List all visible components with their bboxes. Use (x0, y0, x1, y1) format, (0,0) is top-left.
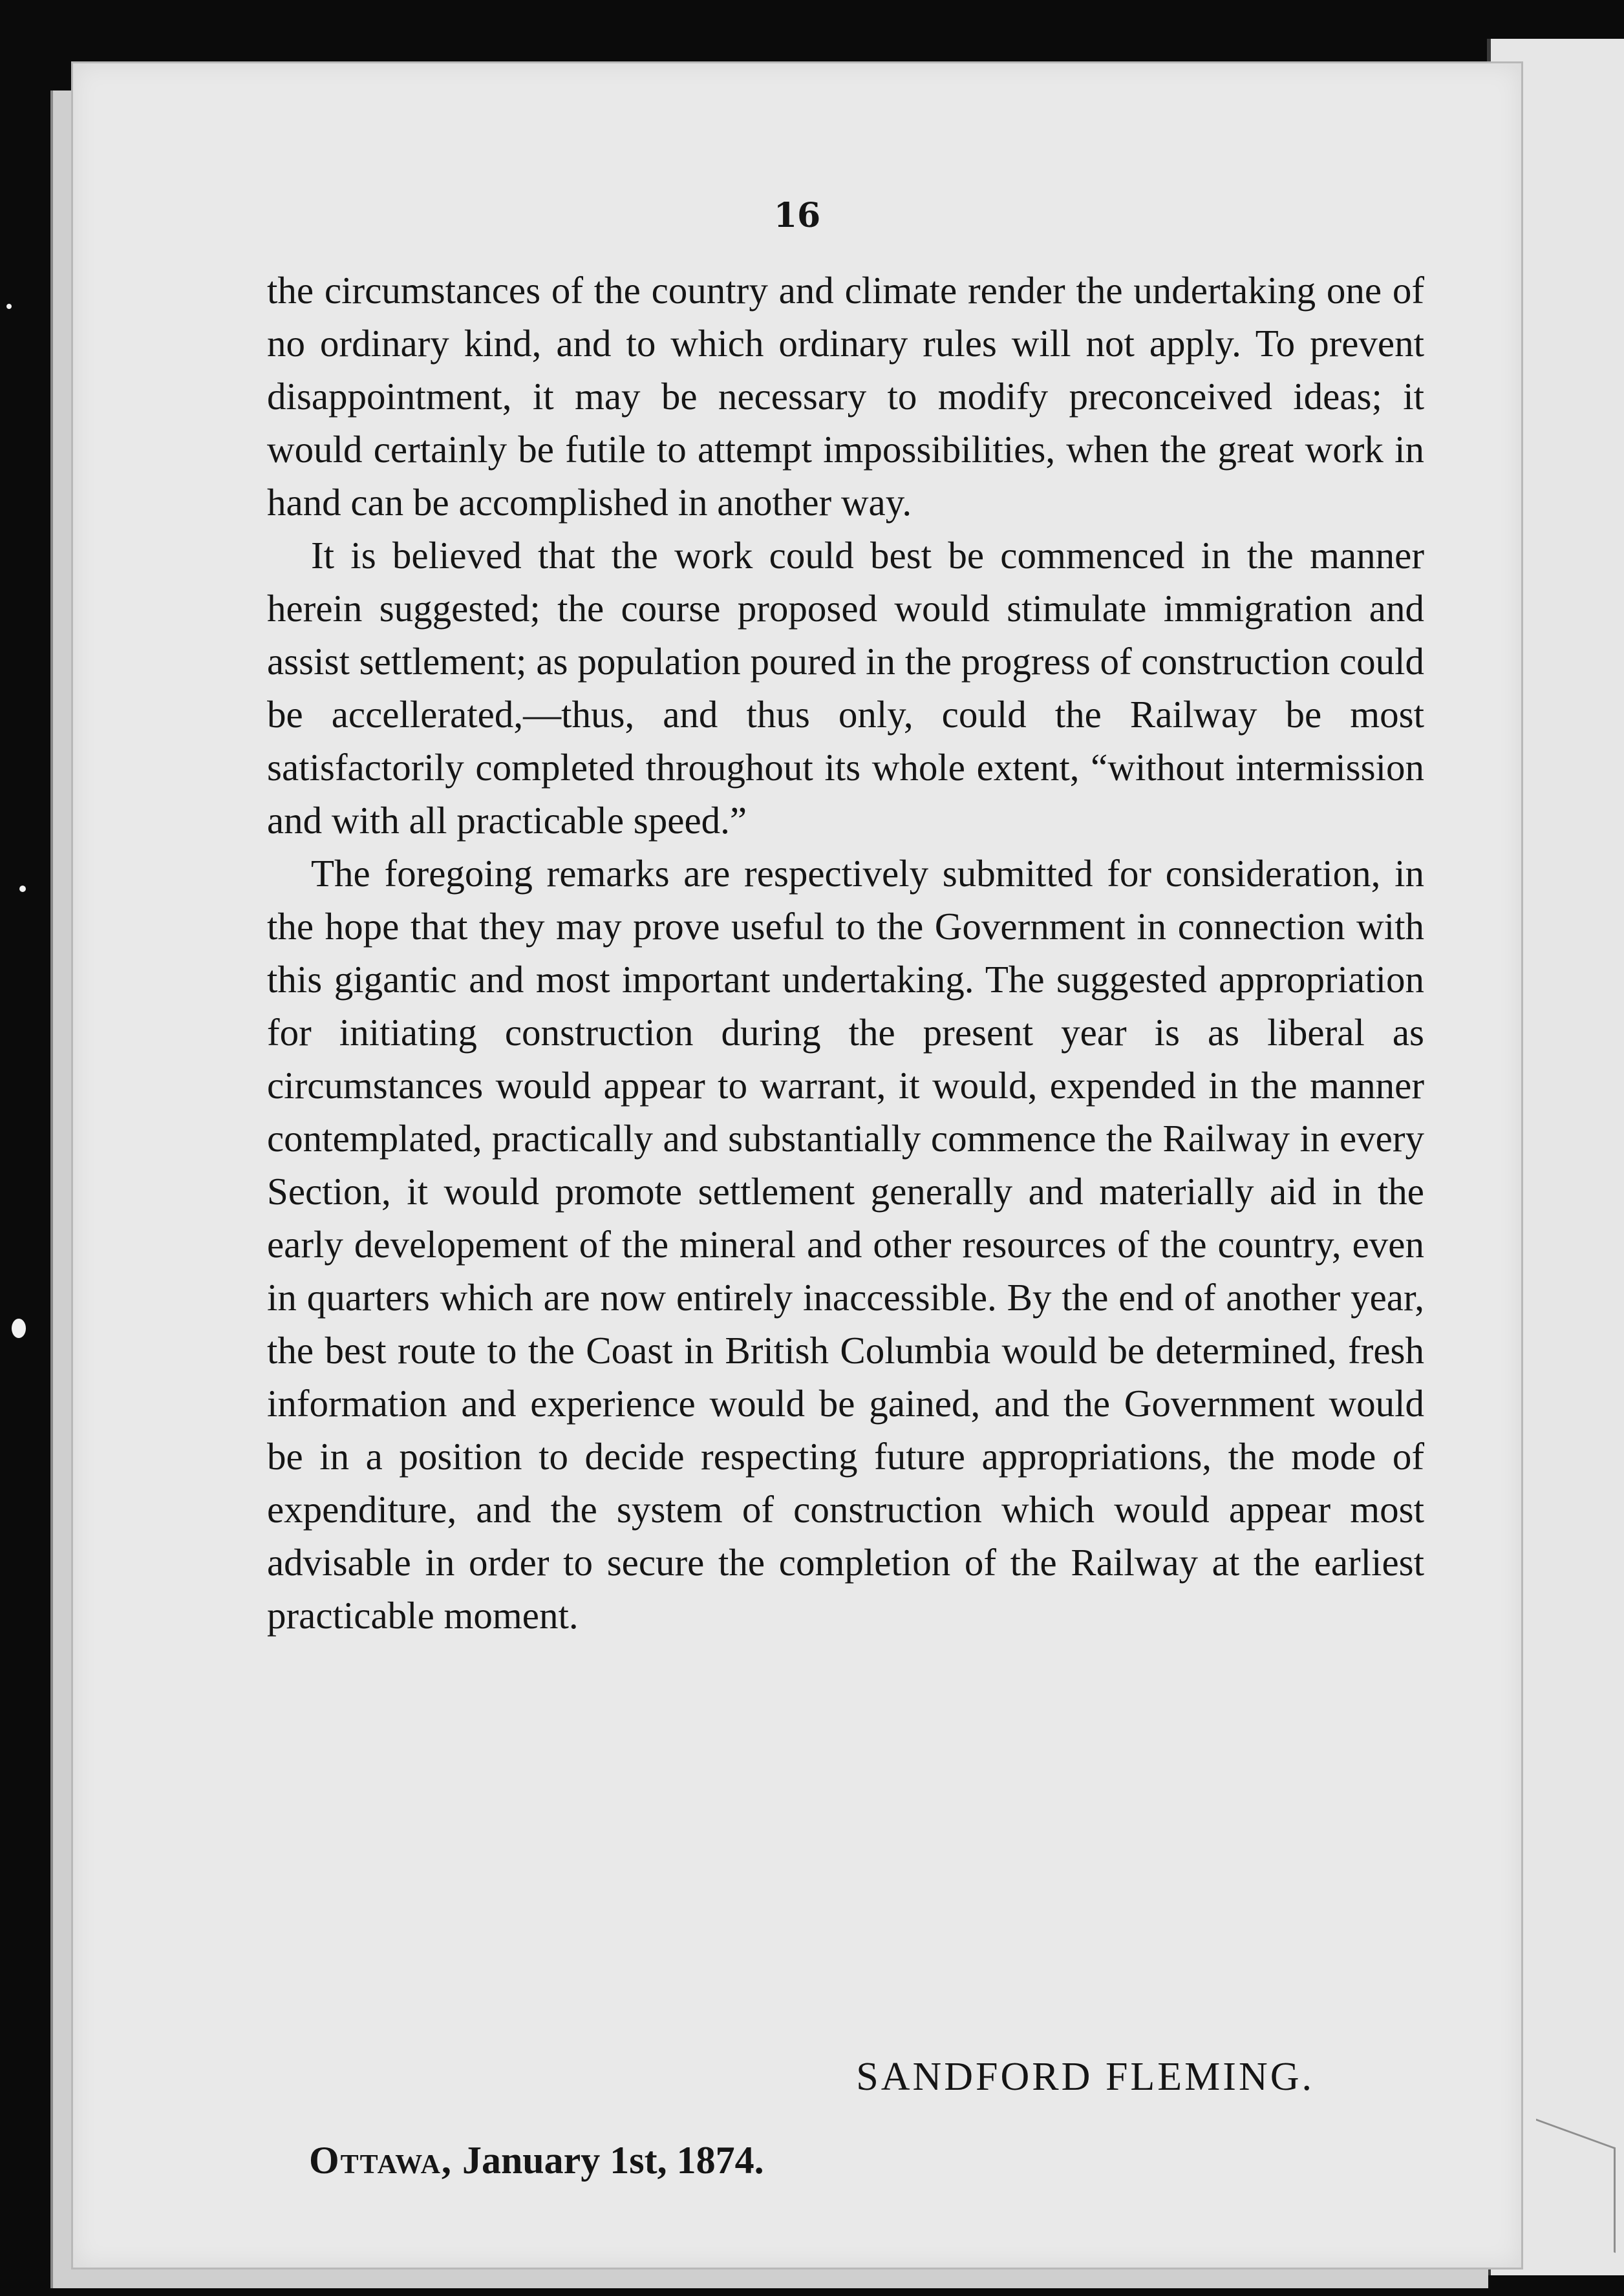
paragraph-work-commencement: It is believed that the work could best be commenced in the manner herein suggested; the course proposed would stimulate immigration and assist settlement; as population poured in the progress of construction could be accellerated,—thus, and thus only, could the Railway be most satisfactorily completed throughout its whole extent, “without intermission and with all practicable speed.” (267, 534, 1424, 842)
paragraph-continuation: the circumstances of the country and climate render the undertaking one of no ordinary kind, and to which ordinary rules will not apply. To prevent disappointment, it may be necessary to modify preconceived ideas; it would certainly be futile to attempt impossibilities, when the great work in hand can be accomplished in another way. (267, 269, 1424, 524)
document-page (71, 61, 1523, 2269)
dateline (309, 2138, 764, 2183)
page-number: 16 (773, 196, 821, 235)
page-corner-fold (1536, 2119, 1616, 2253)
author-signature: SANDFORD FLEMING. (856, 2055, 1314, 2099)
scan-speck (12, 1319, 26, 1338)
scan-speck (19, 886, 26, 892)
dateline-date: January 1st, 1874. (462, 2139, 764, 2182)
scan-speck (6, 304, 12, 309)
body-text (267, 264, 1424, 1642)
paragraph-concluding-remarks: The foregoing remarks are respectively submitted for consideration, in the hope that they may prove useful to the Government in connection with this gigantic and most important undertaking. The suggested appropriation for initiating construction during the present year is as liberal as circumstances would appear to warrant, it would, expended in the manner contemplated, practically and substantially commence the Railway in every Section, it would promote settlement generally and materially aid in the early developement of the mineral and other resources of the country, even in quarters which are now entirely inaccessible. By the end of another year, the best route to the Coast in British Columbia would be determined, fresh information and experience would be gained, and the Government would be in a position to decide respecting future appropriations, the mode of expenditure, and the system of construction which would appear most advisable in order to secure the completion of the Railway at the earliest practicable moment. (267, 852, 1424, 1637)
dateline-city: Ottawa, (309, 2139, 453, 2182)
